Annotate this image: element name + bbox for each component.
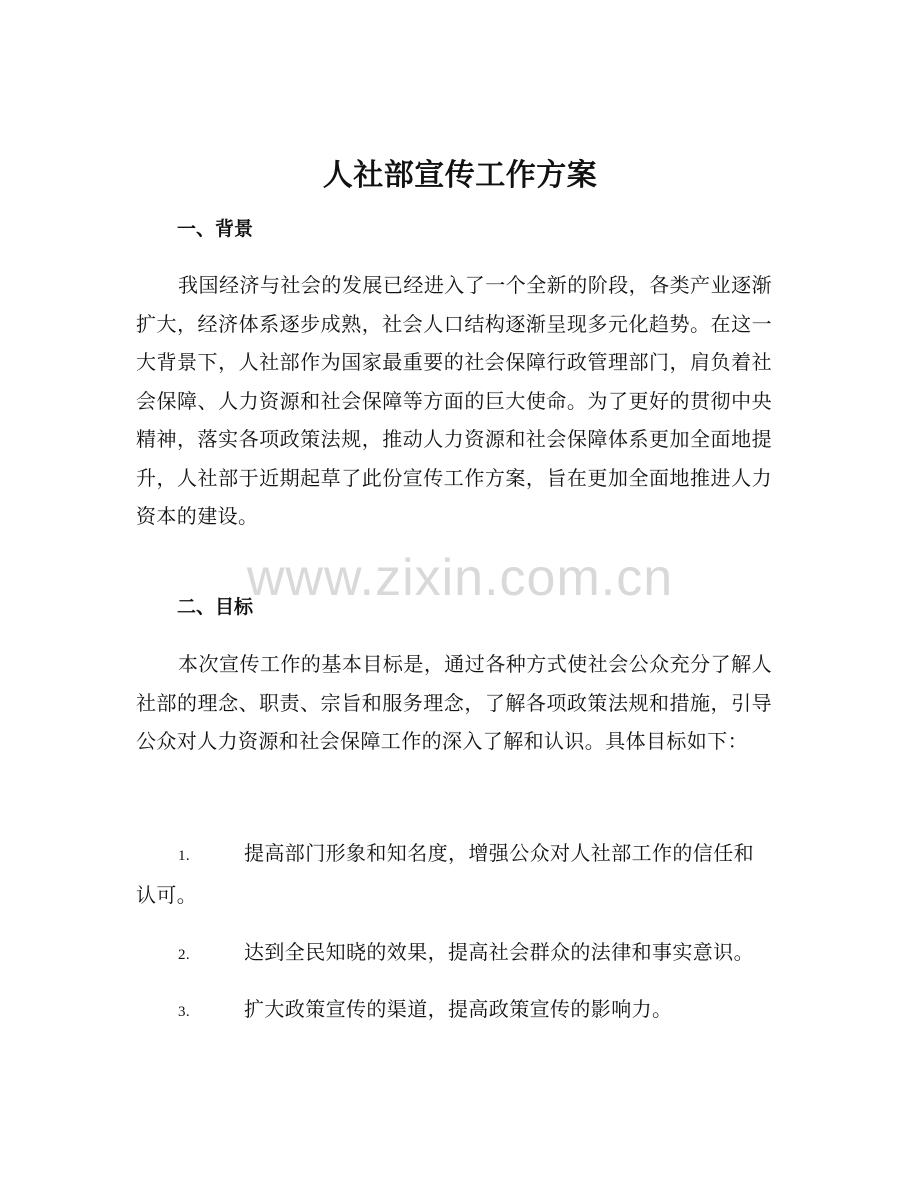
goal-list-item xyxy=(136,834,772,914)
list-number: 1. xyxy=(178,848,191,864)
list-item-text: 达到全民知晓的效果，提高社会群众的法律和事实意识。 xyxy=(244,940,754,964)
list-item-text: 扩大政策宣传的渠道，提高政策宣传的影响力。 xyxy=(244,997,673,1021)
section-heading-background: 一、背景 xyxy=(177,218,254,240)
list-item-text: 提高部门形象和知名度，增强公众对人社部工作的信任和认可。 xyxy=(136,841,754,907)
list-number: 2. xyxy=(178,947,191,963)
watermark-text: www.zixin.com.cn xyxy=(246,549,674,607)
goals-paragraph: 本次宣传工作的基本目标是，通过各种方式使社会公众充分了解人社部的理念、职责、宗旨和服务理念，了解各项政策法规和措施，引导公众对人力资源和社会保障工作的深入了解和认识。具体目标如下： xyxy=(136,652,772,753)
section-heading-goals: 二、目标 xyxy=(177,596,254,618)
goal-list-item xyxy=(136,933,772,975)
background-paragraph: 我国经济与社会的发展已经进入了一个全新的阶段，各类产业逐渐扩大，经济体系逐步成熟，社会人口结构逐渐呈现多元化趋势。在这一大背景下，人社部作为国家最重要的社会保障行政管理部门，肩负着社会保障、人力资源和社会保障等方面的巨大使命。为了更好的贯彻中央精神，落实各项政策法规，推动人力资源和社会保障体系更加全面地提升，人社部于近期起草了此份宣传工作方案，旨在更加全面地推进人力资本的建设。 xyxy=(136,273,772,528)
goal-list-item xyxy=(136,990,772,1032)
document-title: 人社部宣传工作方案 xyxy=(322,158,598,193)
list-number: 3. xyxy=(178,1004,191,1020)
